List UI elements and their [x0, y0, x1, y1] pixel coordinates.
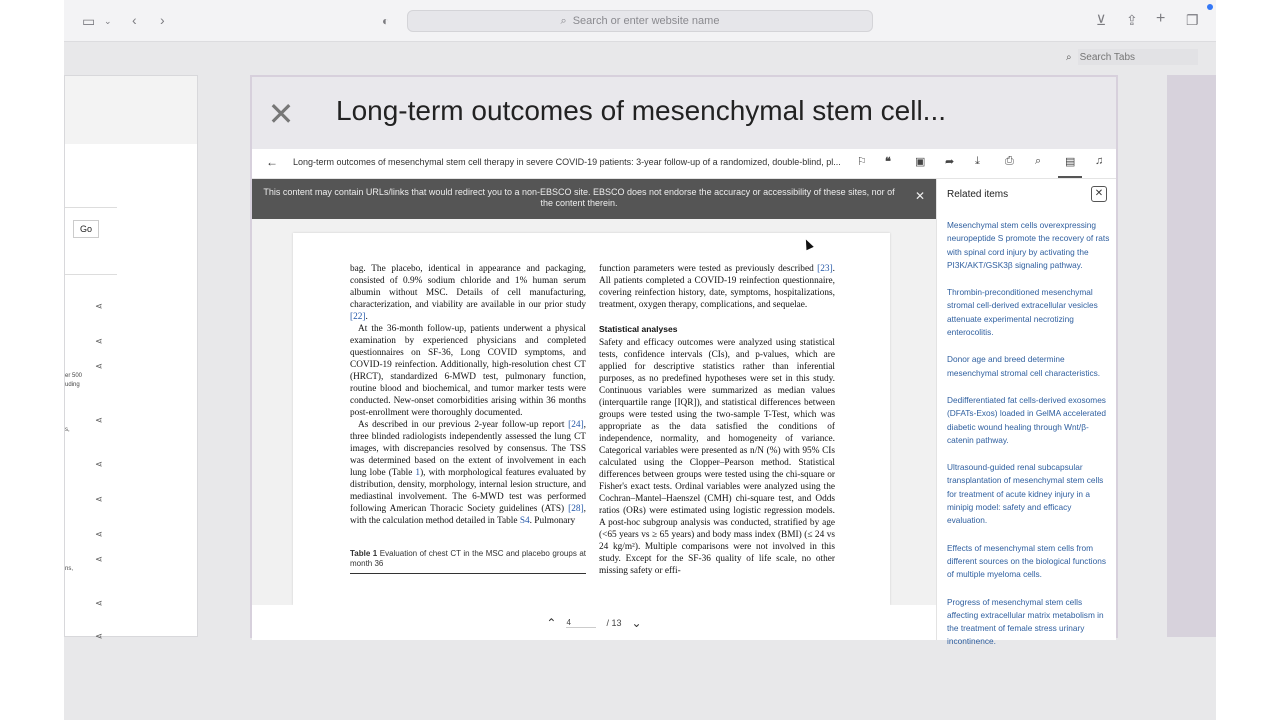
text: . — [365, 312, 368, 322]
related-items-list — [947, 219, 1111, 663]
paragraph: At the 36-month follow-up, patients underwent a physical examination by experienced physicians and completed questionnaires on SF-36, Long COVID symptoms, and COVID-19 reinfection. Additionally, high-resolution chest CT (HRCT), standardized 6-MWD test, pulmonary function, routine blood and biochemical, and tumor marker tests were conducted. New-onset comorbidities arising within 36 months post-enrollment were thoroughly documented. — [350, 324, 586, 418]
share-icon[interactable]: ⋖ — [95, 361, 103, 371]
share-icon[interactable]: ⋖ — [95, 415, 103, 425]
tab-card-left[interactable] — [64, 75, 198, 641]
share-icon[interactable]: ➦ — [945, 156, 955, 168]
page-total: / 13 — [606, 617, 622, 628]
left-margin — [0, 0, 64, 720]
plus-icon[interactable]: + — [1156, 10, 1166, 27]
external-link-warning — [252, 179, 936, 219]
paragraph: bag. The placebo, identical in appearance and packaging, consisted of 0.9% sodium chloride and 1% human serum albumin without MSC. Details of cell manufacturing, characterization, and viability are available in our prior study — [350, 264, 586, 310]
back-icon[interactable]: ‹ — [132, 12, 137, 28]
related-item-link[interactable]: Ultrasound-guided renal subcapsular transplantation of mesenchymal stem cells for treatment of acute kidney injury in a minipig model: safety and efficacy evaluation. — [947, 462, 1104, 526]
search-icon: ⌕ — [560, 14, 567, 27]
search-tabs[interactable] — [1066, 48, 1206, 66]
close-panel-icon[interactable]: ✕ — [1091, 186, 1107, 202]
chevron-down-icon[interactable]: ⌄ — [104, 16, 112, 26]
card-header — [65, 76, 197, 144]
share-icon[interactable]: ⋖ — [95, 631, 103, 641]
table-link[interactable]: S4 — [519, 516, 530, 526]
active-tool-indicator — [1058, 176, 1082, 178]
chevron-up-icon[interactable]: ⌃ — [546, 615, 557, 630]
text-fragment: ns, — [65, 566, 74, 572]
folder-icon[interactable]: ▣ — [915, 156, 926, 168]
section-heading: Statistical analyses — [599, 324, 678, 334]
text: , with the calculation method detailed in Table — [350, 504, 586, 526]
text: . All patients completed a COVID-19 reinfection questionnaire, covering reinfection history, date, symptoms, hospitalizations, treatment, oxygen therapy, complications, and sequelae. — [599, 264, 835, 310]
tabs-icon[interactable]: ❐ — [1186, 12, 1199, 28]
reference-link[interactable]: [28] — [568, 504, 584, 514]
warning-text: This content may contain URLs/links that would redirect you to a non-EBSCO site. EBSCO does not endorse the accuracy or accessibility of these sites, nor of the content therein. — [263, 187, 895, 208]
share-icon[interactable]: ⋖ — [95, 301, 103, 311]
related-items-panel — [936, 179, 1116, 647]
left-column — [350, 263, 586, 574]
share-icon[interactable]: ⋖ — [95, 494, 103, 504]
chevron-down-icon[interactable]: ⌄ — [631, 615, 642, 630]
document-title: Long-term outcomes of mesenchymal stem cell therapy in severe COVID-19 patients: 3-year follow-up of a randomized, double-blind, pl... — [293, 157, 841, 167]
table-link[interactable]: 1 — [415, 468, 421, 478]
forward-icon[interactable]: › — [160, 12, 165, 28]
text: ), with morphological features evaluated by distribution, density, morphology, internal lesion structure, and mediastinal involvement. The 6-MWD test was performed following American Thoracic Society guidelines (ATS) — [350, 468, 586, 514]
text-fragment: uding — [65, 382, 80, 388]
related-item-link[interactable]: Dedifferentiated fat cells-derived exosomes (DFATs-Exos) loaded in GelMA accelerated diabetic wound healing through Wnt/β-catenin pathway. — [947, 394, 1106, 445]
headphones-icon[interactable]: ♫ — [1095, 155, 1104, 167]
print-icon[interactable]: ⎙ — [1005, 155, 1014, 167]
tab-card-header — [252, 77, 1116, 149]
page-navigator — [252, 605, 936, 640]
share-icon[interactable]: ⋖ — [95, 529, 103, 539]
reference-link[interactable]: [22] — [350, 312, 366, 322]
download-icon[interactable]: ⤓ — [975, 155, 980, 167]
related-items-heading: Related items — [947, 189, 1009, 200]
bookmark-icon[interactable]: ⚐ — [857, 156, 867, 168]
reference-link[interactable]: [23] — [817, 264, 833, 274]
table-caption — [350, 549, 586, 569]
text: , three blinded radiologists independently assessed the lung CT images, with discrepancies resolved by consensus. The TSS was determined based on the extent of involvement in each lung lobe (Table — [350, 420, 586, 478]
paragraph: Safety and efficacy outcomes were analyzed using statistical tests, confidence intervals (CIs), and p-values, which are applied for descriptive statistics rather than inferential purposes, as no predefined hypotheses were set in this study. Continuous variables were summarized as median values (interquartile range [IQR]), and statistical differences between groups were tested using the two-sample T-Test, which was appropriate as the data satisfied the conditions of independence, normality, and homogeneity of variance. Categorical variables were presented as n/N (%) with 95% CIs calculated using the Clopper–Pearson method. Statistical differences between groups were tested using the chi-square or Fisher's exact tests. Ordinal variables were analyzed using the Cochran–Mantel–Haenszel (CMH) chi-square test, and Odds ratios (ORs) were estimated using logistic regression models. A post-hoc subgroup analysis was conducted, stratified by age (<65 years vs ≥ 65 years) and body mass index (BMI) (≤ 24 vs 24 kg/m²). Multiple comparisons were not involved in this study. Except for the SF-36 quality of life scale, no other missing safety or effi- — [599, 338, 835, 576]
right-column — [599, 263, 835, 577]
related-items-icon[interactable]: ▤ — [1065, 156, 1076, 168]
related-item-link[interactable]: Progress of mesenchymal stem cells affecting extracellular matrix metabolism in the treatment of female stress urinary incontinence. — [947, 596, 1104, 647]
divider — [65, 274, 117, 275]
divider — [65, 207, 117, 208]
reference-link[interactable]: [24] — [568, 420, 584, 430]
share-icon[interactable]: ⇪ — [1126, 12, 1138, 28]
shield-icon[interactable]: ◐ — [382, 14, 390, 28]
text: . Pulmonary — [529, 516, 576, 526]
table-caption-text: Evaluation of chest CT in the MSC and placebo groups at month 36 — [350, 549, 586, 568]
tab-title: Long-term outcomes of mesenchymal stem cell... — [336, 95, 947, 126]
table-label: Table 1 — [350, 549, 378, 558]
search-icon: ⌕ — [1066, 51, 1072, 63]
text: function parameters were tested as previously described — [599, 264, 818, 274]
tab-card-main[interactable] — [250, 75, 1118, 647]
table-rule — [350, 573, 586, 574]
text-fragment: s, — [65, 427, 70, 433]
text: As described in our previous 2-year follow-up report — [358, 420, 569, 430]
share-icon[interactable]: ⋖ — [95, 336, 103, 346]
tab-card-right[interactable] — [1167, 75, 1216, 637]
viewer-toolbar — [252, 149, 1116, 179]
related-item-link[interactable]: Effects of mesenchymal stem cells from different sources on the biological functions of multiple myeloma cells. — [947, 542, 1106, 580]
cite-icon[interactable]: ❝ — [885, 156, 891, 168]
sidebar-icon[interactable]: ▭ — [82, 13, 96, 29]
go-button[interactable]: Go — [73, 220, 99, 238]
address-placeholder: Search or enter website name — [572, 15, 720, 27]
share-icon[interactable]: ⋖ — [95, 554, 103, 564]
right-margin — [1216, 0, 1280, 720]
text-fragment: er 500 — [65, 373, 83, 379]
document-page — [293, 233, 890, 605]
search-tabs-input[interactable] — [1078, 49, 1198, 65]
page-number-input[interactable] — [566, 618, 596, 628]
search-icon[interactable]: ⌕ — [1035, 155, 1042, 167]
document-viewport[interactable] — [252, 219, 936, 605]
address-bar[interactable] — [407, 10, 873, 32]
close-tab-icon[interactable]: ✕ — [267, 96, 295, 132]
related-item-link[interactable]: Donor age and breed determine mesenchymal stromal cell characteristics. — [947, 354, 1101, 378]
notification-dot — [1207, 4, 1213, 10]
share-icon[interactable]: ⋖ — [95, 598, 103, 608]
download-icon[interactable]: ⊻ — [1096, 12, 1107, 28]
related-item-link[interactable]: Thrombin-preconditioned mesenchymal stromal cell-derived extracellular vesicles attenuate experimental necrotizing enterocolitis. — [947, 287, 1098, 338]
share-icon[interactable]: ⋖ — [95, 459, 103, 469]
browser-toolbar — [64, 0, 1216, 42]
back-arrow-icon[interactable]: ← — [266, 155, 278, 169]
close-warning-icon[interactable]: ✕ — [915, 189, 926, 203]
related-item-link[interactable]: Mesenchymal stem cells overexpressing neuropeptide S promote the recovery of rats with spinal cord injury by activating the PI3K/AKT/GSK3β signaling pathway. — [947, 220, 1110, 270]
